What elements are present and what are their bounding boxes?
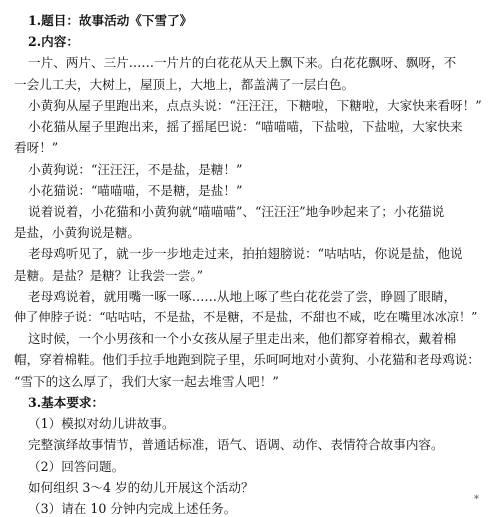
requirement-line: （1）模拟对幼儿讲故事。 <box>28 416 175 431</box>
requirement-line: （3）请在 10 分钟内完成上述任务。 <box>28 501 237 516</box>
corner-mark: * <box>474 494 479 505</box>
story-line: 看呀！” <box>14 140 59 155</box>
requirement-line: 完整演绎故事情节，普通话标准，语气、语调、动作、表情符合故事内容。 <box>28 437 444 452</box>
story-line: 是盐，小黄狗说是糖。 <box>14 225 140 240</box>
story-line: 老母鸡听见了，就一步一步地走过来，拍拍翅膀说：“咕咕咕，你说是盐，他说 <box>28 246 463 261</box>
story-line: 小花猫从屋子里跑出来，摇了摇尾巴说：“喵喵喵，下盐啦，下盐啦，大家快来 <box>28 119 463 134</box>
story-line: 老母鸡说着，就用嘴一啄一啄……从地上啄了些白花花尝了尝，睁圆了眼睛， <box>28 289 457 304</box>
story-line: 小黄狗说：“汪汪汪，不是盐，是糖！” <box>28 162 243 177</box>
requirement-line: 如何组织 3～4 岁的幼儿开展这个活动？ <box>28 480 254 495</box>
story-line: 是糖。是盐？是糖？让我尝一尝。” <box>14 268 204 283</box>
heading-content: 2.内容： <box>28 34 79 49</box>
story-line: 这时候，一个小男孩和一个小女孩从屋子里走出来，他们都穿着棉衣，戴着棉 <box>28 331 457 346</box>
story-line: 小黄狗从屋子里跑出来，点点头说：“汪汪汪，下糖啦，下糖啦，大家快来看呀！” <box>28 98 482 113</box>
story-line: 说着说着，小花猫和小黄狗就“喵喵喵”、“汪汪汪”地争吵起来了；小花猫说 <box>28 204 445 219</box>
story-line: “雪下的这么厚了，我们大家一起去堆雪人吧！” <box>14 374 279 389</box>
heading-topic: 1.题目：故事活动《下雪了》 <box>28 13 193 28</box>
requirement-line: （2）回答问题。 <box>28 459 125 474</box>
story-line: 伸了伸脖子说：“咕咕咕，不是盐，不是糖，不是盐，不甜也不咸，吃在嘴里冰冰凉！” <box>14 310 478 324</box>
story-line: 帽，穿着棉鞋。他们手拉手地跑到院子里，乐呵呵地对小黄狗、小花猫和老母鸡说： <box>14 352 480 367</box>
heading-requirements: 3.基本要求： <box>28 395 105 410</box>
story-line: 一会儿工夫，大树上，屋顶上，大地上，都盖满了一层白色。 <box>14 77 355 92</box>
story-line: 小花猫说：“喵喵喵，不是糖，是盐！” <box>28 183 243 198</box>
story-line: 一片、两片、三片……一片片的白花花从天上飘下来。白花花飘呀、飘呀，不 <box>28 55 457 70</box>
